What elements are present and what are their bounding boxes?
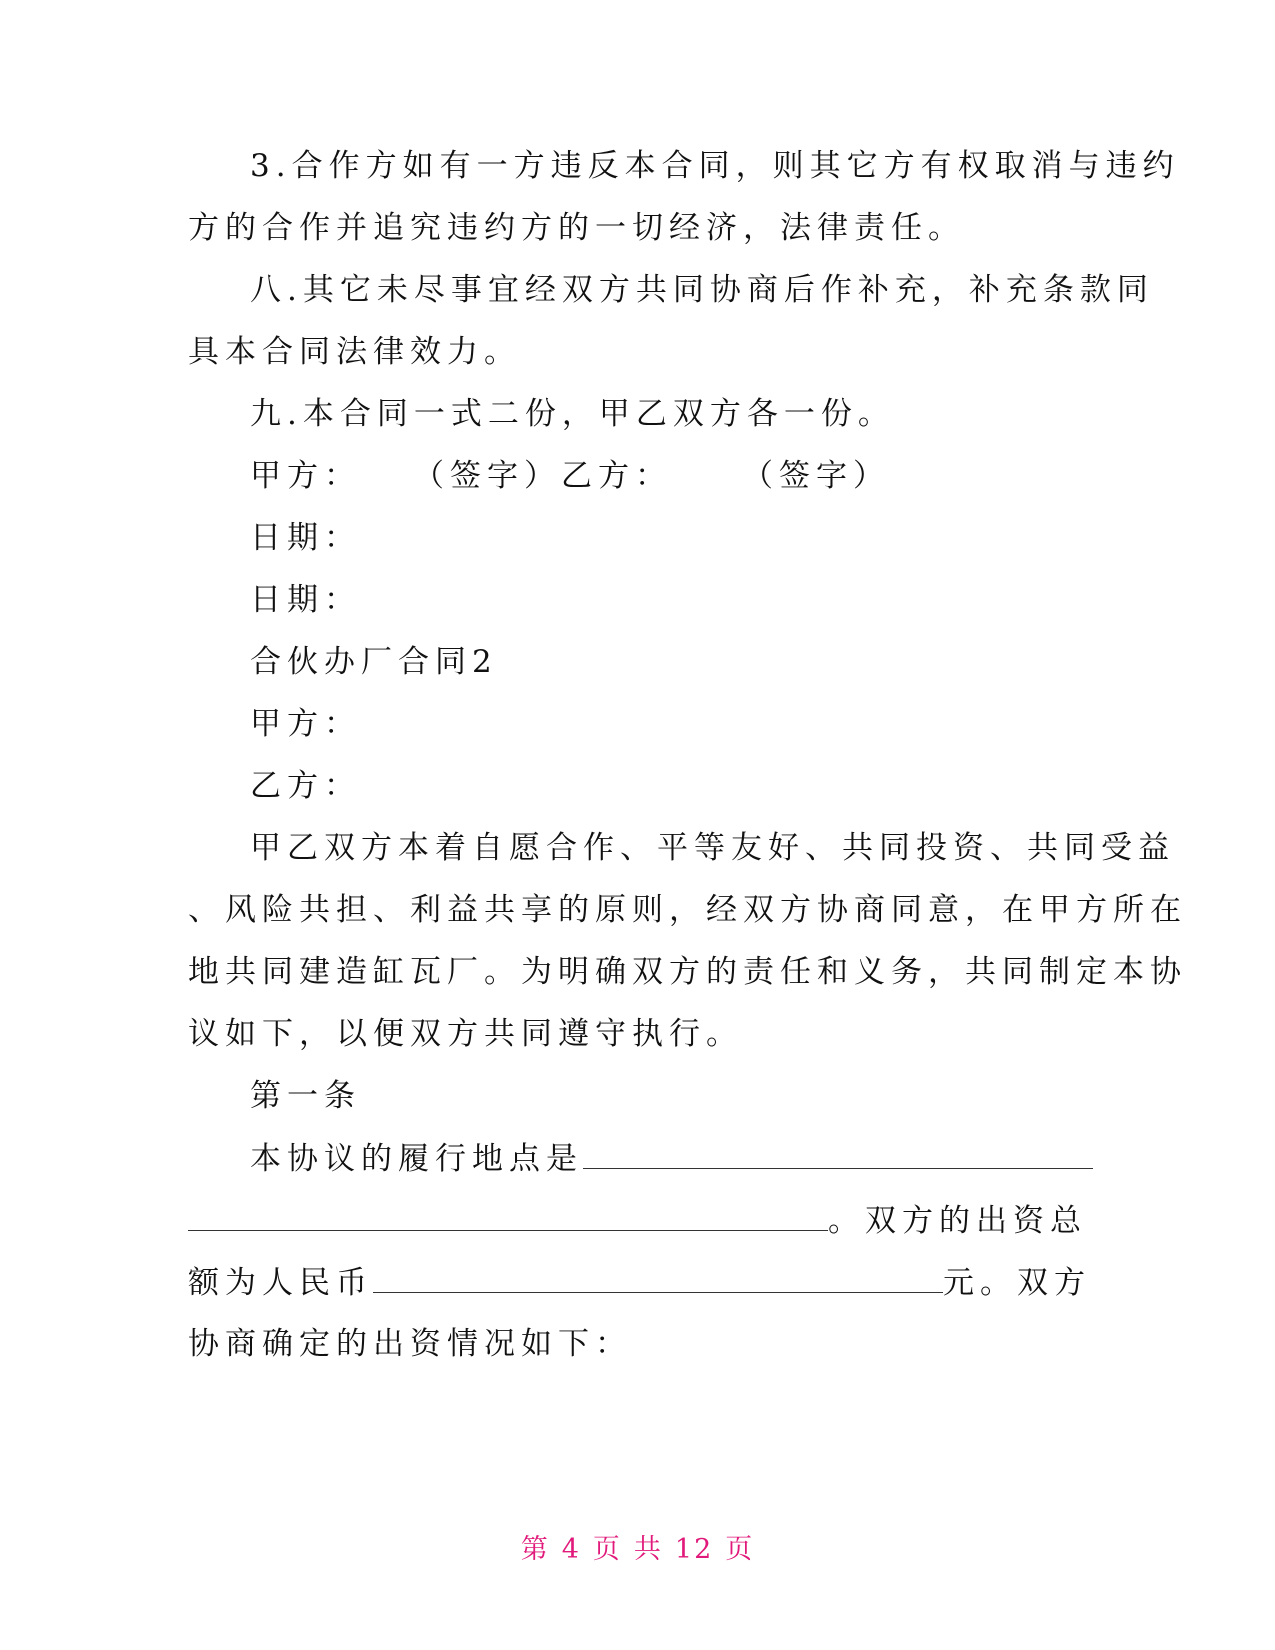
text: 甲乙双方本着自愿合作、平等友好、共同投资、共同受益	[250, 830, 1175, 866]
party-line	[250, 766, 1088, 806]
total-pages: 12	[674, 1534, 714, 1565]
date-line	[250, 580, 1088, 620]
text: 九.本合同一式二份，甲乙双方各一份。	[250, 396, 895, 432]
paragraph-line	[250, 1138, 1088, 1178]
paragraph-line	[188, 208, 1088, 248]
page-number: 4	[561, 1534, 581, 1565]
paragraph-line	[188, 1200, 1088, 1240]
text: 日期：	[250, 582, 361, 618]
text: 议如下，以便双方共同遵守执行。	[188, 1016, 743, 1052]
fill-blank	[373, 1262, 943, 1293]
text: 合伙办厂合同2	[250, 644, 498, 680]
text: 方的合作并追究违约方的一切经济，法律责任。	[188, 210, 965, 246]
text: 。双方的出资总	[828, 1203, 1087, 1239]
party-a-label: 甲方：	[250, 458, 361, 494]
paragraph-line	[188, 890, 1187, 930]
text: 第一条	[250, 1078, 361, 1114]
text: 甲方：	[250, 706, 361, 742]
fill-blank	[188, 1200, 828, 1231]
text: 额为人民币	[188, 1265, 373, 1301]
party-line	[250, 704, 1088, 744]
text: 乙方：	[250, 768, 361, 804]
paragraph-line	[188, 952, 1187, 992]
paragraph-line	[188, 1262, 1091, 1302]
paragraph-line	[250, 394, 1088, 434]
text: 具本合同法律效力。	[188, 334, 521, 370]
footer-word: 第	[520, 1534, 550, 1565]
signature-line	[250, 456, 1088, 496]
footer-word: 共	[633, 1534, 663, 1565]
footer-word: 页	[725, 1534, 755, 1565]
party-b-label: （签字）乙方：	[413, 458, 672, 494]
paragraph-line	[250, 146, 1180, 186]
text: 元。双方	[943, 1265, 1091, 1301]
date-line	[250, 518, 1088, 558]
text: 地共同建造缸瓦厂。为明确双方的责任和义务，共同制定本协	[188, 954, 1187, 990]
text: 日期：	[250, 520, 361, 556]
page-footer	[0, 1527, 1275, 1566]
paragraph-line	[188, 332, 1088, 372]
text: 八.其它未尽事宜经双方共同协商后作补充，补充条款同	[250, 272, 1154, 308]
paragraph-line	[250, 270, 1154, 310]
text: 3.合作方如有一方违反本合同，则其它方有权取消与违约	[250, 148, 1180, 184]
paragraph-line	[188, 1324, 1088, 1364]
paragraph-line	[250, 828, 1175, 868]
text: 、风险共担、利益共享的原则，经双方协商同意，在甲方所在	[188, 892, 1187, 928]
section-title	[250, 642, 1088, 682]
article-title	[250, 1076, 1088, 1116]
signature-note: （签字）	[742, 458, 890, 494]
footer-word: 页	[592, 1534, 622, 1565]
fill-blank	[583, 1138, 1093, 1169]
text: 本协议的履行地点是	[250, 1141, 583, 1177]
paragraph-line	[188, 1014, 1088, 1054]
text: 协商确定的出资情况如下：	[188, 1326, 632, 1362]
